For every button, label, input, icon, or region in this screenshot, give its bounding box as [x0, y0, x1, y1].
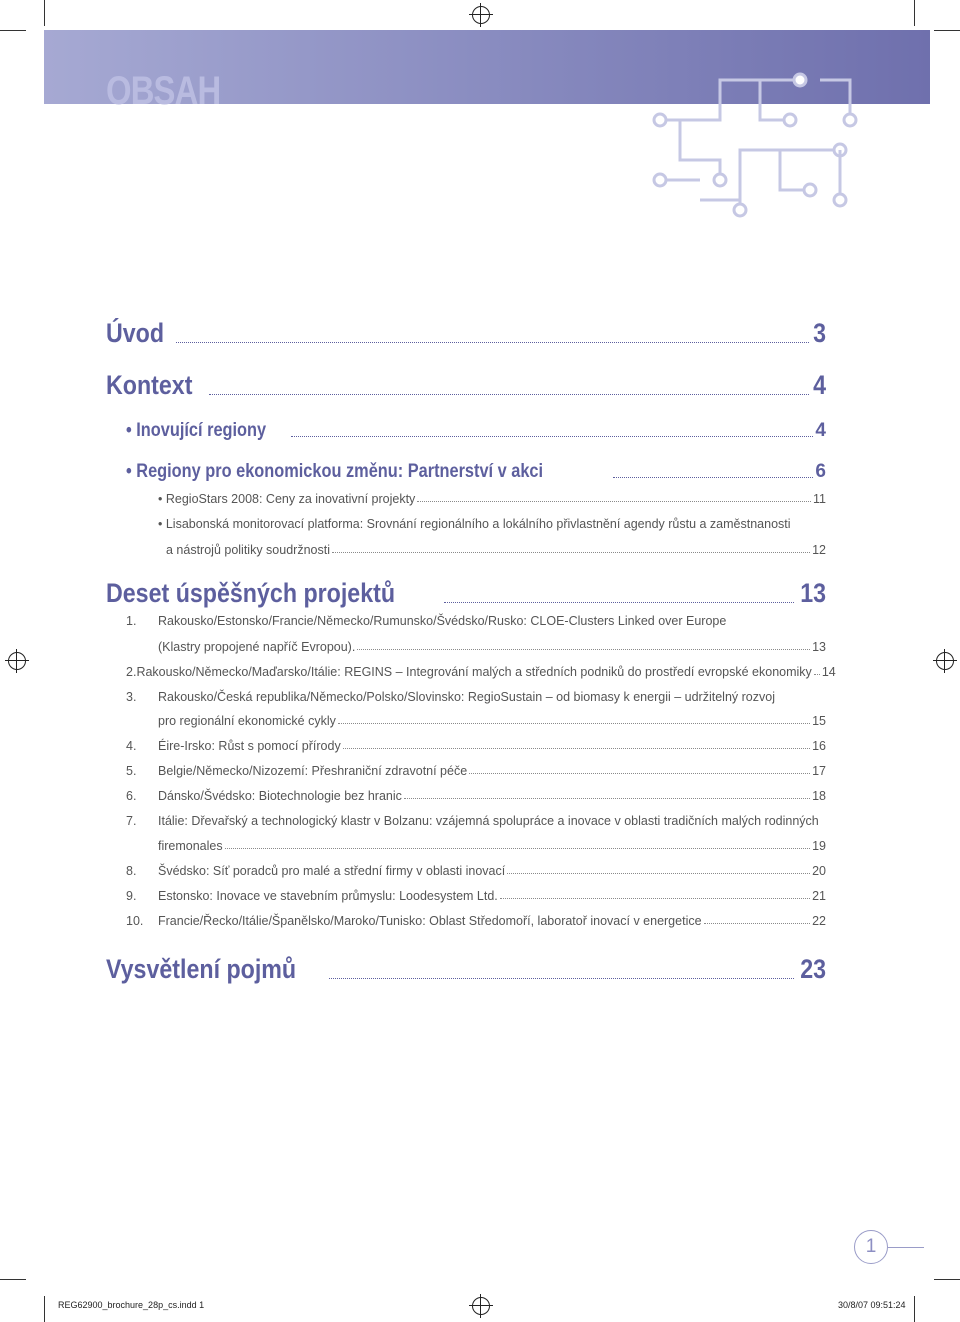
- toc-entry-title: a nástrojů politiky soudržnosti: [166, 543, 330, 557]
- toc-leader: [209, 394, 809, 395]
- toc-entry-title: Švédsko: Síť poradců pro malé a střední firmy v oblasti inovací: [158, 864, 506, 878]
- toc-page-number: 13: [800, 578, 826, 608]
- toc-project-entry[interactable]: [126, 864, 826, 878]
- toc-page-number: 11: [813, 492, 826, 506]
- toc-leader: [704, 923, 811, 924]
- toc-leader: [444, 602, 794, 603]
- crop-mark: [44, 0, 45, 26]
- toc-project-entry[interactable]: [126, 614, 826, 628]
- toc-entry-vysvetleni[interactable]: [106, 954, 826, 985]
- crop-mark: [0, 30, 26, 31]
- toc-leader: [176, 342, 809, 343]
- toc-leader: [404, 798, 810, 799]
- toc-leader: [500, 898, 810, 899]
- toc-entry-title: Éire-Irsko: Růst s pomocí přírody: [158, 739, 341, 753]
- toc-page-number: 16: [812, 739, 826, 753]
- toc-entry-lisabonska-cont[interactable]: [166, 543, 826, 557]
- registration-mark-icon: [472, 6, 490, 24]
- toc-entry-title: • Lisabonská monitorovací platforma: Srovnání regionálního a lokálního přivlastnění agendy růstu a zaměstnanosti: [158, 517, 791, 531]
- toc-entry-kontext[interactable]: [106, 370, 826, 401]
- toc-page-number: 22: [812, 914, 826, 928]
- toc-leader: [469, 773, 810, 774]
- toc-page-number: 23: [800, 954, 826, 984]
- toc-entry-title: pro regionální ekonomické cykly: [158, 714, 336, 728]
- crop-mark: [934, 1279, 960, 1280]
- toc-page-number: 13: [812, 640, 826, 654]
- print-slug-filename: REG62900_brochure_28p_cs.indd 1: [58, 1300, 205, 1310]
- toc-entry-regiostars[interactable]: [158, 492, 826, 506]
- toc-leader: [814, 674, 820, 675]
- toc-item-number: 6.: [126, 789, 137, 803]
- toc-entry-title: Rakousko/Estonsko/Francie/Německo/Rumunsko/Švédsko/Rusko: CLOE-Clusters Linked over Europe: [158, 614, 727, 628]
- toc-item-number: 7.: [126, 814, 137, 828]
- toc-project-entry-cont[interactable]: [158, 839, 826, 853]
- toc-leader: [357, 649, 810, 650]
- toc-entry-lisabonska[interactable]: [158, 517, 826, 531]
- toc-item-number: 10.: [126, 914, 144, 928]
- toc-page-number: 14: [821, 665, 836, 679]
- toc-page-number: 19: [812, 839, 826, 853]
- toc-entry-title: Kontext: [106, 370, 193, 400]
- toc-project-entry[interactable]: [126, 665, 836, 679]
- toc-project-entry[interactable]: [126, 889, 826, 903]
- toc-page-number: 17: [812, 764, 826, 778]
- toc-entry-title: Rakousko/Česká republika/Německo/Polsko/Slovinsko: RegioSustain – od biomasy k energii – udržitelný rozvoj: [158, 690, 775, 704]
- toc-page-number: 12: [812, 543, 826, 557]
- registration-mark-icon: [936, 652, 954, 670]
- toc-entry-title: • Inovující regiony: [126, 420, 266, 442]
- toc-entry-title: Itálie: Dřevařský a technologický klastr v Bolzanu: vzájemná spolupráce a inovace v oblasti tradičních malých rodinných: [158, 814, 819, 828]
- toc-entry-title: • Regiony pro ekonomickou změnu: Partnerství v akci: [126, 461, 543, 483]
- registration-mark-icon: [472, 1297, 490, 1315]
- toc-project-entry[interactable]: [126, 814, 826, 828]
- crop-mark: [0, 1279, 26, 1280]
- toc-page-number: 4: [813, 370, 826, 400]
- toc-leader: [417, 501, 811, 502]
- toc-entry-title: Úvod: [106, 318, 165, 348]
- crop-mark: [44, 1296, 45, 1322]
- toc-item-number: 3.: [126, 690, 137, 704]
- toc-item-number: 8.: [126, 864, 137, 878]
- toc-page-number: 18: [812, 789, 826, 803]
- toc-project-entry[interactable]: [126, 914, 826, 928]
- toc-entry-title: Rakousko/Německo/Maďarsko/Itálie: REGINS – Integrování malých a středních podniků do prostředí evropské ekonomiky: [136, 665, 812, 679]
- toc-entry-title: (Klastry propojené napříč Evropou).: [158, 640, 356, 654]
- toc-entry-title: Deset úspěšných projektů: [106, 578, 396, 608]
- toc-page-number: 6: [815, 461, 826, 482]
- circuit-decoration-icon: [640, 60, 870, 220]
- toc-project-entry-cont[interactable]: [158, 640, 826, 654]
- toc-entry-title: Belgie/Německo/Nizozemí: Přeshraniční zdravotní péče: [158, 764, 468, 778]
- page-number: 1: [854, 1230, 888, 1264]
- toc-project-entry[interactable]: [126, 739, 826, 753]
- toc-leader: [507, 873, 810, 874]
- toc-entry-title: firemonales: [158, 839, 223, 853]
- toc-leader: [613, 477, 813, 478]
- toc-leader: [343, 748, 810, 749]
- toc-page-number: 4: [815, 420, 826, 441]
- toc-page-number: 3: [813, 318, 826, 348]
- crop-mark: [914, 0, 915, 26]
- toc-page-number: 15: [812, 714, 826, 728]
- toc-project-entry-cont[interactable]: [158, 714, 826, 728]
- toc-leader: [332, 552, 810, 553]
- toc-entry-title: Francie/Řecko/Itálie/Španělsko/Maroko/Tunisko: Oblast Středomoří, laboratoř inovací v energetice: [158, 914, 702, 928]
- print-slug-date: 30/8/07 09:51:24: [838, 1300, 906, 1310]
- toc-leader: [338, 723, 810, 724]
- toc-project-entry[interactable]: [126, 764, 826, 778]
- toc-entry-uvod[interactable]: [106, 318, 826, 349]
- toc-item-number: 2.: [126, 665, 137, 679]
- toc-project-entry[interactable]: [126, 789, 826, 803]
- page-title: OBSAH: [106, 69, 221, 113]
- toc-entry-title: Dánsko/Švédsko: Biotechnologie bez hranic: [158, 789, 402, 803]
- toc-entry-regiony[interactable]: [126, 461, 826, 483]
- toc-entry-title: • RegioStars 2008: Ceny za inovativní projekty: [158, 492, 415, 506]
- registration-mark-icon: [8, 652, 26, 670]
- toc-item-number: 1.: [126, 614, 137, 628]
- toc-item-number: 4.: [126, 739, 137, 753]
- toc-entry-title: Estonsko: Inovace ve stavebním průmyslu: Loodesystem Ltd.: [158, 889, 498, 903]
- toc-leader: [225, 848, 810, 849]
- toc-page-number: 21: [812, 889, 826, 903]
- toc-entry-inovujici[interactable]: [126, 420, 826, 442]
- toc-item-number: 5.: [126, 764, 137, 778]
- toc-leader: [291, 436, 814, 437]
- toc-entry-deset[interactable]: [106, 578, 826, 609]
- crop-mark: [914, 1296, 915, 1322]
- page-number-rule: [888, 1247, 924, 1248]
- crop-mark: [934, 30, 960, 31]
- toc-project-entry[interactable]: [126, 690, 826, 704]
- toc-item-number: 9.: [126, 889, 137, 903]
- toc-entry-title: Vysvětlení pojmů: [106, 954, 297, 984]
- toc-leader: [329, 978, 794, 979]
- toc-page-number: 20: [812, 864, 826, 878]
